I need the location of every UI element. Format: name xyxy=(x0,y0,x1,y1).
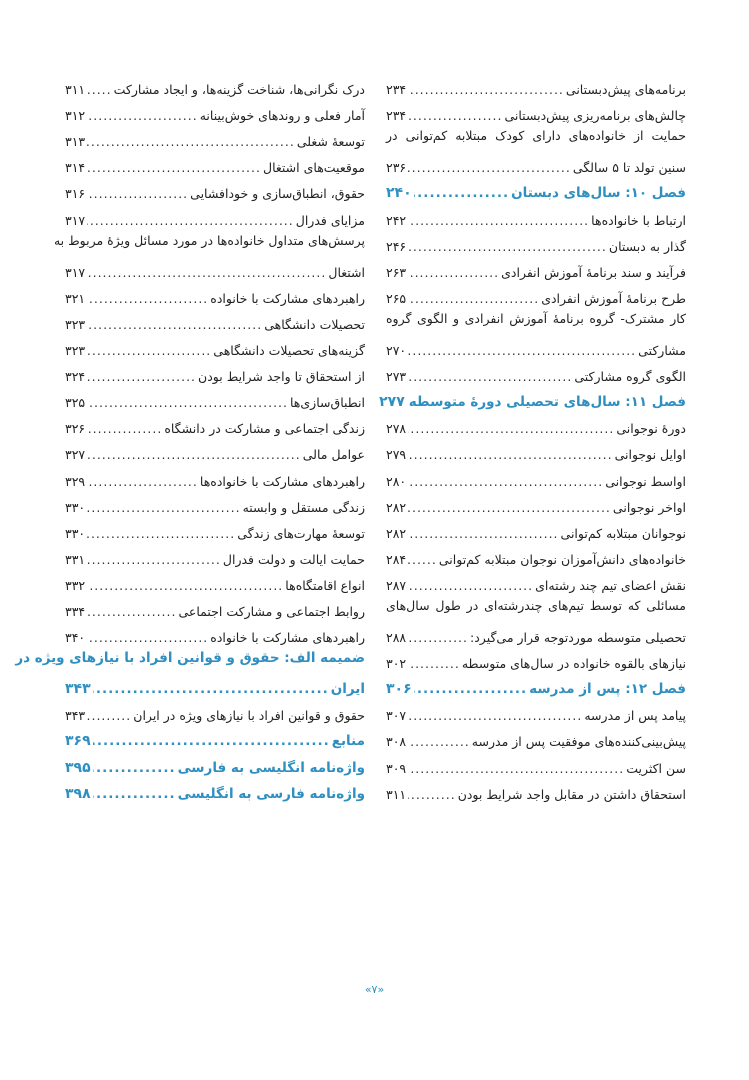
toc-entry-wrapped-line: حمایت از خانواده‌های دارای کودک مبتلابه کم‌توانی در xyxy=(386,128,686,144)
toc-entry: تحصیلی متوسطه موردتوجه قرار می‌گیرد: ..... ۲۸۸ xyxy=(386,619,686,645)
toc-entry: مشارکتی ..... ۲۷۰ xyxy=(386,332,686,358)
toc-entry-wrapped-line: پرسش‌های متداول خانواده‌ها در مورد مسائل ویژهٔ مربوط به xyxy=(53,232,365,248)
toc-entry: فرآیند و سند برنامهٔ آموزش انفرادی ..... ۲۶۳ xyxy=(386,254,686,280)
toc-entry: خانواده‌های دانش‌آموزان نوجوان مبتلابه کم‌توانی ..... ۲۸۴ xyxy=(386,541,686,567)
toc-entry: عوامل مالی ..... ۳۲۷ xyxy=(65,436,365,462)
toc-entry: سن اکثریت ..... ۳۰۹ xyxy=(386,749,686,775)
toc-entry: درک نگرانی‌ها، شناخت گزینه‌ها، و ایجاد مشارکت ..... ۳۱۱ xyxy=(65,71,365,97)
toc-entry: موقعیت‌های اشتغال ..... ۳۱۴ xyxy=(65,149,365,175)
toc-entry: حمایت ایالت و دولت فدرال ..... ۳۳۱ xyxy=(65,541,365,567)
toc-entry: انواع اقامتگاه‌ها ..... ۳۳۲ xyxy=(65,567,365,593)
toc-chapter-entry: فصل ۱۲: پس از مدرسه ..... ۳۰۶ xyxy=(386,671,686,697)
toc-entry: دورهٔ نوجوانی ..... ۲۷۸ xyxy=(386,410,686,436)
toc-appendix-wrapped-line: ضمیمه الف: حقوق و قوانین افراد با نیازهای ویژه در xyxy=(15,650,365,667)
toc-entry: اشتغال ..... ۳۱۷ xyxy=(65,254,365,280)
toc-chapter-entry: فصل ۱۱: سال‌های تحصیلی دورهٔ متوسطه ۲۷۷ xyxy=(379,394,686,411)
toc-appendix-entry: ایران ..... ۳۴۳ xyxy=(65,671,365,697)
toc-glossary-en-fa-entry: واژه‌نامه انگلیسی به فارسی ..... ۳۹۵ xyxy=(65,749,365,775)
toc-references-entry: منابع ..... ۳۶۹ xyxy=(65,723,365,749)
toc-entry: اواسط نوجوانی ..... ۲۸۰ xyxy=(386,462,686,488)
toc-entry: حقوق و قوانین افراد با نیازهای ویژه در ایران ..... ۳۴۳ xyxy=(65,697,365,723)
toc-entry: پیامد پس از مدرسه ..... ۳۰۷ xyxy=(386,697,686,723)
toc-glossary-fa-en-entry: واژه‌نامه فارسی به انگلیسی ..... ۳۹۸ xyxy=(65,776,365,802)
toc-entry: نوجوانان مبتلابه کم‌توانی ..... ۲۸۲ xyxy=(386,515,686,541)
toc-entry: آمار فعلی و روندهای خوش‌بینانه ..... ۳۱۲ xyxy=(65,97,365,123)
toc-entry: از استحقاق تا واجد شرایط بودن ..... ۳۲۴ xyxy=(65,358,365,384)
toc-entry-wrapped-line: مسائلی که توسط تیم‌های چندرشته‌ای در طول سال‌های xyxy=(386,597,686,613)
toc-entry: گزینه‌های تحصیلات دانشگاهی ..... ۳۲۳ xyxy=(65,332,365,358)
toc-entry: مزایای فدرال ..... ۳۱۷ xyxy=(65,201,365,227)
toc-entry: توسعهٔ شغلی ..... ۳۱۳ xyxy=(65,123,365,149)
toc-entry: نیازهای بالقوه خانواده در سال‌های متوسطه ..... ۳۰۲ xyxy=(386,645,686,671)
toc-chapter-entry: فصل ۱۰: سال‌های دبستان ..... ۲۴۰ xyxy=(386,175,686,201)
toc-entry: استحقاق داشتن در مقابل واجد شرایط بودن ..... ۳۱۱ xyxy=(386,776,686,802)
toc-entry: توسعهٔ مهارت‌های زندگی ..... ۳۳۰ xyxy=(65,515,365,541)
toc-entry: راهبردهای مشارکت با خانواده ..... ۳۴۰ xyxy=(65,619,365,645)
toc-entry: اواخر نوجوانی ..... ۲۸۲ xyxy=(386,489,686,515)
toc-entry: زندگی مستقل و وابسته ..... ۳۳۰ xyxy=(65,489,365,515)
toc-entry: گذار به دبستان ..... ۲۴۶ xyxy=(386,228,686,254)
toc-entry: نقش اعضای تیم چند رشته‌ای ..... ۲۸۷ xyxy=(386,567,686,593)
toc-column-left xyxy=(15,71,365,802)
toc-entry: تحصیلات دانشگاهی ..... ۳۲۳ xyxy=(65,306,365,332)
toc-entry: چالش‌های برنامه‌ریزی پیش‌دبستانی ..... ۲۳۴ xyxy=(386,97,686,123)
toc-entry: پیش‌بینی‌کننده‌های موفقیت پس از مدرسه ..... ۳۰۸ xyxy=(386,723,686,749)
toc-entry: برنامه‌های پیش‌دبستانی ..... ۲۳۴ xyxy=(386,71,686,97)
toc-entry: اوایل نوجوانی ..... ۲۷۹ xyxy=(386,436,686,462)
toc-entry: ارتباط با خانواده‌ها ..... ۲۴۲ xyxy=(386,201,686,227)
toc-column-right xyxy=(379,71,686,802)
toc-entry: طرح برنامهٔ آموزش انفرادی ..... ۲۶۵ xyxy=(386,280,686,306)
toc-entry: راهبردهای مشارکت با خانواده‌ها ..... ۳۲۹ xyxy=(65,462,365,488)
toc-entry: راهبردهای مشارکت با خانواده ..... ۳۲۱ xyxy=(65,280,365,306)
toc-entry: روابط اجتماعی و مشارکت اجتماعی ..... ۳۳۴ xyxy=(65,593,365,619)
toc-entry: انطباق‌سازی‌ها ..... ۳۲۵ xyxy=(65,384,365,410)
toc-entry: حقوق، انطباق‌سازی و خودافشایی ..... ۳۱۶ xyxy=(65,175,365,201)
toc-entry: زندگی اجتماعی و مشارکت در دانشگاه ..... ۳۲۶ xyxy=(65,410,365,436)
toc-entry: سنین تولد تا ۵ سالگی ..... ۲۳۶ xyxy=(386,149,686,175)
page-number: «۷» xyxy=(364,983,385,996)
toc-entry: الگوی گروه مشارکتی ..... ۲۷۳ xyxy=(386,358,686,384)
toc-entry-wrapped-line: کار مشترک- گروه برنامهٔ آموزش انفرادی و الگوی گروه xyxy=(386,310,686,326)
